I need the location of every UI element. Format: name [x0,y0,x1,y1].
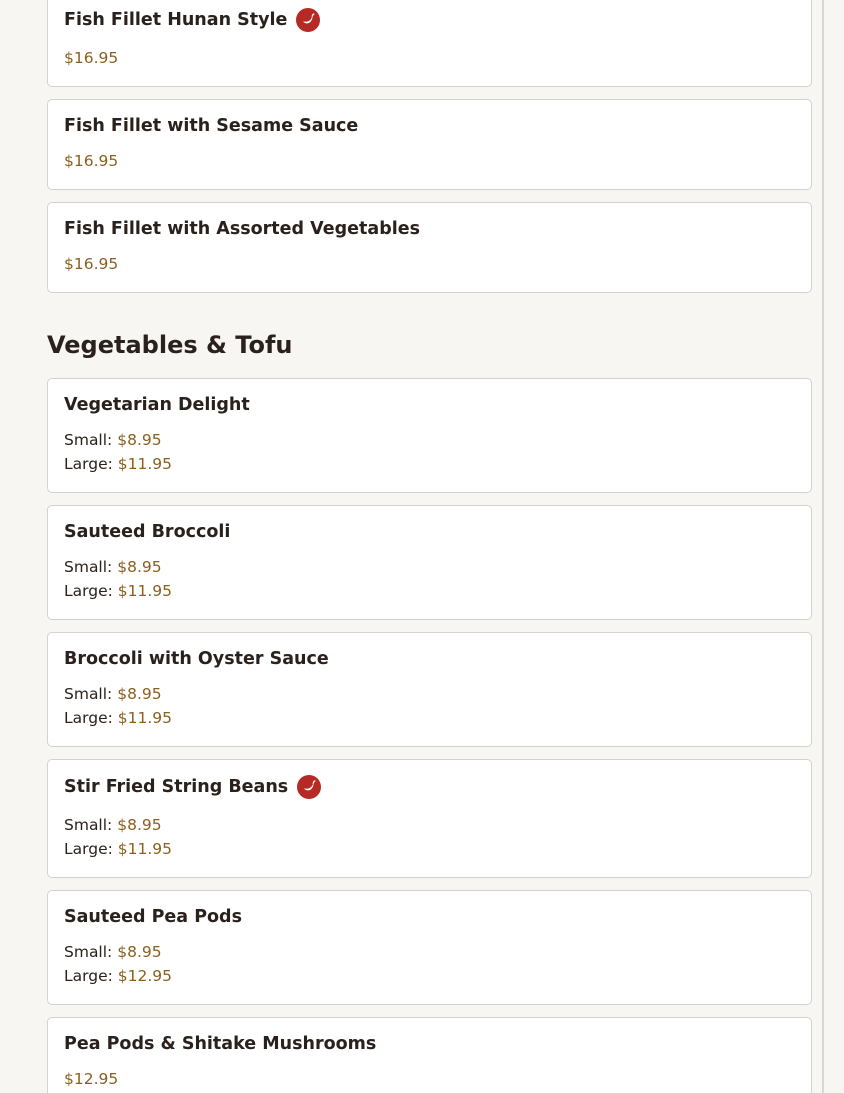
small-label: Small: [64,943,113,961]
small-price: $8.95 [117,431,162,449]
large-price-line [64,581,172,601]
large-price: $12.95 [117,967,173,985]
menu-item-name: Stir Fried String Beans [64,777,289,797]
menu-item-price: $16.95 [64,49,119,67]
small-price-line [64,942,162,962]
small-price-line [64,430,162,450]
menu-item-title-row [64,1031,376,1057]
menu-item-price-line [64,48,118,68]
menu-item-name: Pea Pods & Shitake Mushrooms [64,1034,377,1054]
menu-item-card[interactable] [47,202,812,293]
menu-item-card[interactable] [47,0,812,87]
small-price: $8.95 [117,943,162,961]
large-price: $11.95 [117,709,173,727]
menu-item-card[interactable] [47,759,812,878]
menu-item-card[interactable] [47,99,812,190]
small-label: Small: [64,816,113,834]
small-price: $8.95 [117,685,162,703]
chili-pepper-icon [296,8,320,32]
menu-item-title-row [64,392,250,418]
small-price: $8.95 [117,816,162,834]
small-label: Small: [64,685,113,703]
section-heading-vegetables-tofu: Vegetables & Tofu [47,331,293,359]
menu-item-card[interactable] [47,1017,812,1093]
menu-item-name: Broccoli with Oyster Sauce [64,649,329,669]
small-price-line [64,815,162,835]
large-price-line [64,966,172,986]
menu-item-name: Fish Fillet with Sesame Sauce [64,116,359,136]
small-label: Small: [64,558,113,576]
menu-item-price-line [64,254,118,274]
menu-item-card[interactable] [47,632,812,747]
menu-item-name: Vegetarian Delight [64,395,250,415]
menu-item-name: Sauteed Broccoli [64,522,231,542]
small-price-line [64,684,162,704]
menu-item-title-row [64,774,321,800]
menu-item-price: $12.95 [64,1070,119,1088]
menu-item-title-row [64,646,329,672]
small-label: Small: [64,431,113,449]
menu-item-price-line [64,1069,118,1089]
large-price-line [64,839,172,859]
menu-item-title-row [64,7,320,33]
large-label: Large: [64,967,113,985]
small-price: $8.95 [117,558,162,576]
menu-item-title-row [64,216,420,242]
large-label: Large: [64,582,113,600]
menu-item-title-row [64,519,230,545]
menu-item-card[interactable] [47,890,812,1005]
chili-pepper-icon [297,775,321,799]
menu-item-name: Fish Fillet with Assorted Vegetables [64,219,420,239]
menu-item-price-line [64,151,118,171]
large-label: Large: [64,840,113,858]
small-price-line [64,557,162,577]
large-price: $11.95 [117,582,173,600]
menu-item-price: $16.95 [64,152,119,170]
large-label: Large: [64,709,113,727]
large-price: $11.95 [117,840,173,858]
large-label: Large: [64,455,113,473]
large-price: $11.95 [117,455,173,473]
menu-item-title-row [64,904,242,930]
large-price-line [64,708,172,728]
menu-item-card[interactable] [47,378,812,493]
menu-item-name: Sauteed Pea Pods [64,907,242,927]
menu-item-title-row [64,113,358,139]
large-price-line [64,454,172,474]
menu-item-price: $16.95 [64,255,119,273]
menu-item-card[interactable] [47,505,812,620]
menu-item-name: Fish Fillet Hunan Style [64,10,288,30]
